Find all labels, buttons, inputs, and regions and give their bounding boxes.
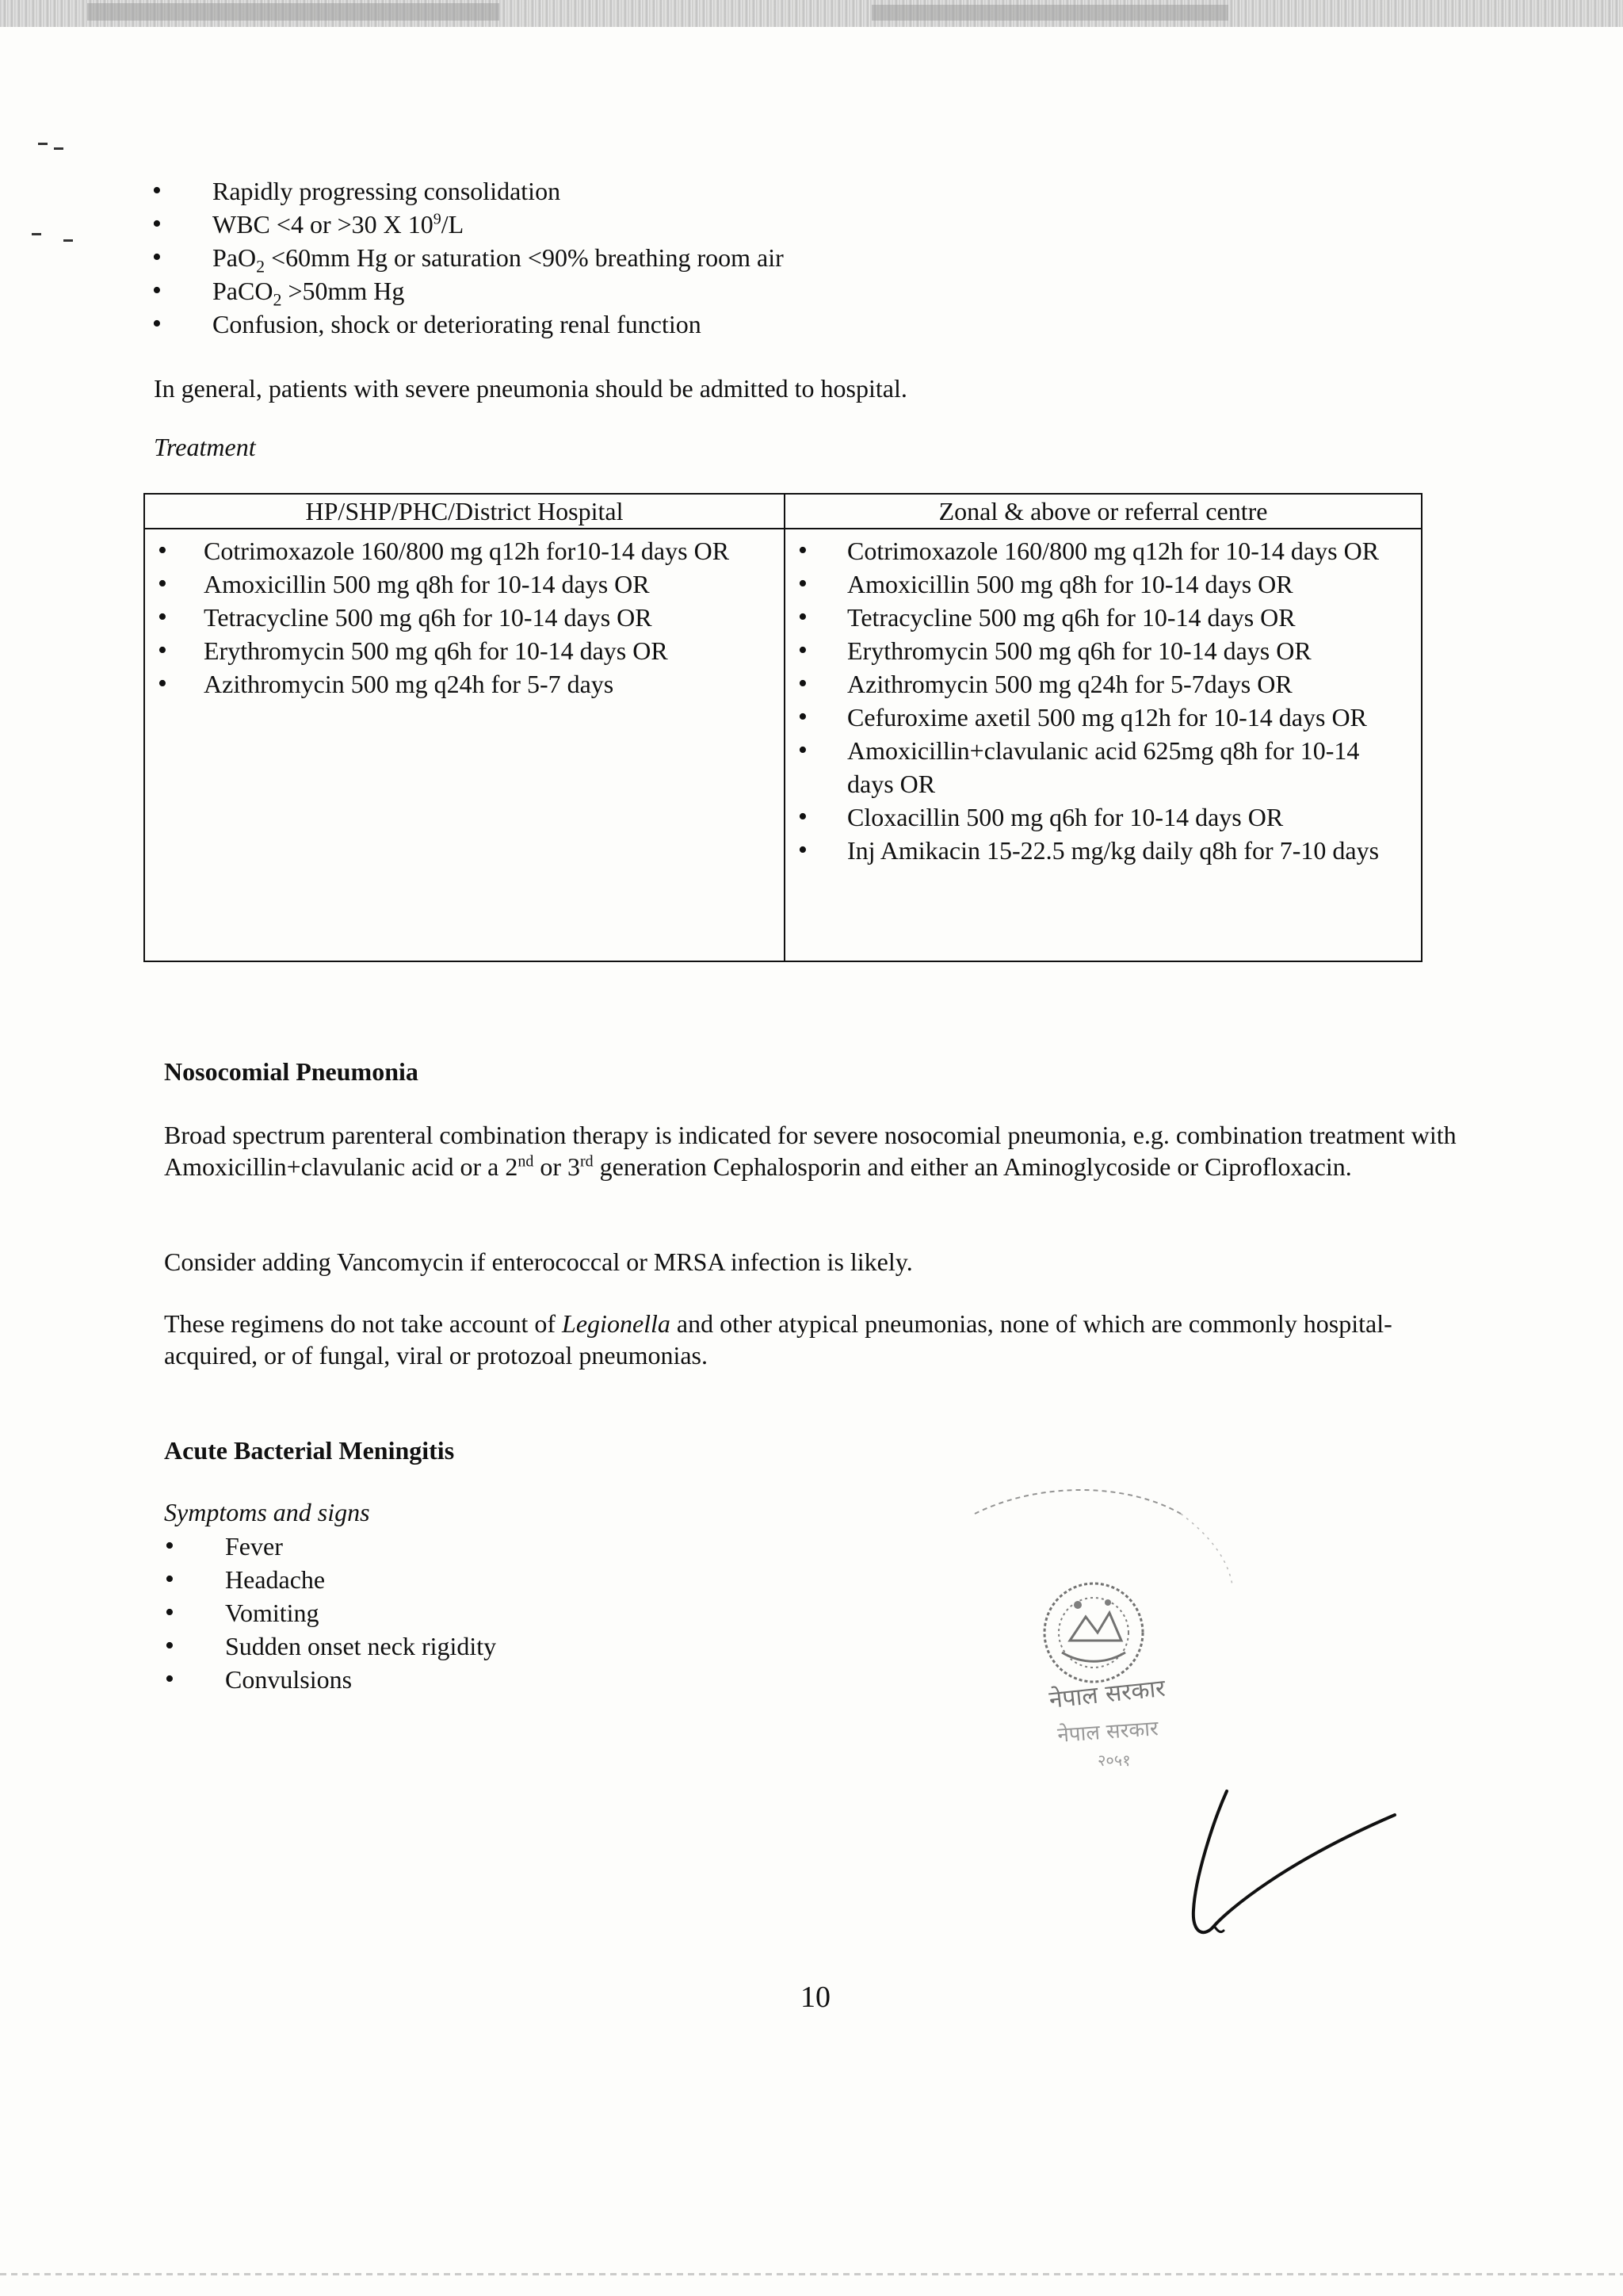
list-item: • Tetracycline 500 mg q6h for 10-14 days OR [795,601,1411,634]
list-item: • Tetracycline 500 mg q6h for 10-14 days OR [155,601,774,634]
page-number: 10 [800,1981,831,2014]
list-item: • Rapidly progressing consolidation [151,174,784,208]
treatment-heading: Treatment [154,433,256,461]
list-item: • Erythromycin 500 mg q6h for 10-14 days OR [795,634,1411,667]
scan-artifact [872,5,1228,21]
list-item: • Cloxacillin 500 mg q6h for 10-14 days OR [795,800,1411,834]
margin-mark [32,233,41,235]
list-item: • Vomiting [163,1596,496,1629]
seal-text: नेपाल सरकार [1048,1674,1167,1714]
list-item: • Azithromycin 500 mg q24h for 5-7 days [155,667,774,701]
scan-artifact [87,3,499,21]
list-item: • Azithromycin 500 mg q24h for 5-7days OR [795,667,1411,701]
seal-number: २०५१ [1098,1751,1131,1767]
list-item: • Amoxicillin+clavulanic acid 625mg q8h for 10-14 days OR [795,734,1411,800]
handwritten-signature [1165,1775,1403,1958]
regimen-list [795,534,1411,867]
scan-edge-top [0,0,1623,27]
nosocomial-paragraph-1: Broad spectrum parenteral combination therapy is indicated for severe nosocomial pneumonia, e.g. combination treatment with Amoxicillin+clavulanic acid or a 2nd or 3rd generation Cephalosporin and either an Aminoglycoside or Ciprofloxacin. [164,1121,1457,1181]
list-item: • Fever [163,1530,496,1563]
column-header: HP/SHP/PHC/District Hospital [144,494,785,529]
column-header: Zonal & above or referral centre [785,494,1422,529]
treatment-table [143,493,1423,962]
list-item: • PaO$_2$ <60mm Hg or saturation <90% breathing room air [151,241,784,274]
list-item: • Headache [163,1563,496,1596]
official-seal-stamp [911,1466,1252,1767]
scan-edge-bottom [0,2273,1623,2275]
list-item: • Confusion, shock or deteriorating renal function [151,308,784,341]
list-item: • Erythromycin 500 mg q6h for 10-14 days OR [155,634,774,667]
symptoms-list [163,1530,496,1696]
list-item: • Amoxicillin 500 mg q8h for 10-14 days OR [795,567,1411,601]
admission-note: In general, patients with severe pneumonia should be admitted to hospital. [154,374,907,403]
list-item: • Cotrimoxazole 160/800 mg q12h for 10-14 days OR [795,534,1411,567]
list-item: • Convulsions [163,1663,496,1696]
margin-mark [38,143,48,145]
list-item: • WBC <4 or >30 X $10^9/L$ [151,208,784,241]
list-item: • Amoxicillin 500 mg q8h for 10-14 days OR [155,567,774,601]
symptoms-subheading: Symptoms and signs [164,1498,370,1526]
section-heading-meningitis: Acute Bacterial Meningitis [164,1436,455,1465]
list-item: • Cotrimoxazole 160/800 mg q12h for10-14 days OR [155,534,774,567]
severity-criteria-list [151,174,784,341]
list-item: • PaCO$_2$ >50mm Hg [151,274,784,308]
list-item: • Sudden onset neck rigidity [163,1629,496,1663]
table-cell-left [144,529,785,961]
regimen-list [155,534,774,701]
list-item: • Cefuroxime axetil 500 mg q12h for 10-14 days OR [795,701,1411,734]
margin-mark [63,239,73,242]
nosocomial-paragraph-3: These regimens do not take account of Legionella and other atypical pneumonias, none of which are commonly hospital- acquired, or of fungal, viral or protozoal pneumonias. [164,1309,1392,1370]
list-item: • Inj Amikacin 15-22.5 mg/kg daily q8h for 7-10 days [795,834,1411,867]
margin-mark [54,147,63,150]
table-header-row [144,494,1422,529]
table-cell-right [785,529,1422,961]
seal-text-lower: नेपाल सरकार [1056,1717,1159,1748]
seal-emblem [1044,1584,1143,1682]
table-row [144,529,1422,961]
section-heading-nosocomial: Nosocomial Pneumonia [164,1057,418,1086]
nosocomial-paragraph-2: Consider adding Vancomycin if enterococcal or MRSA infection is likely. [164,1247,913,1276]
